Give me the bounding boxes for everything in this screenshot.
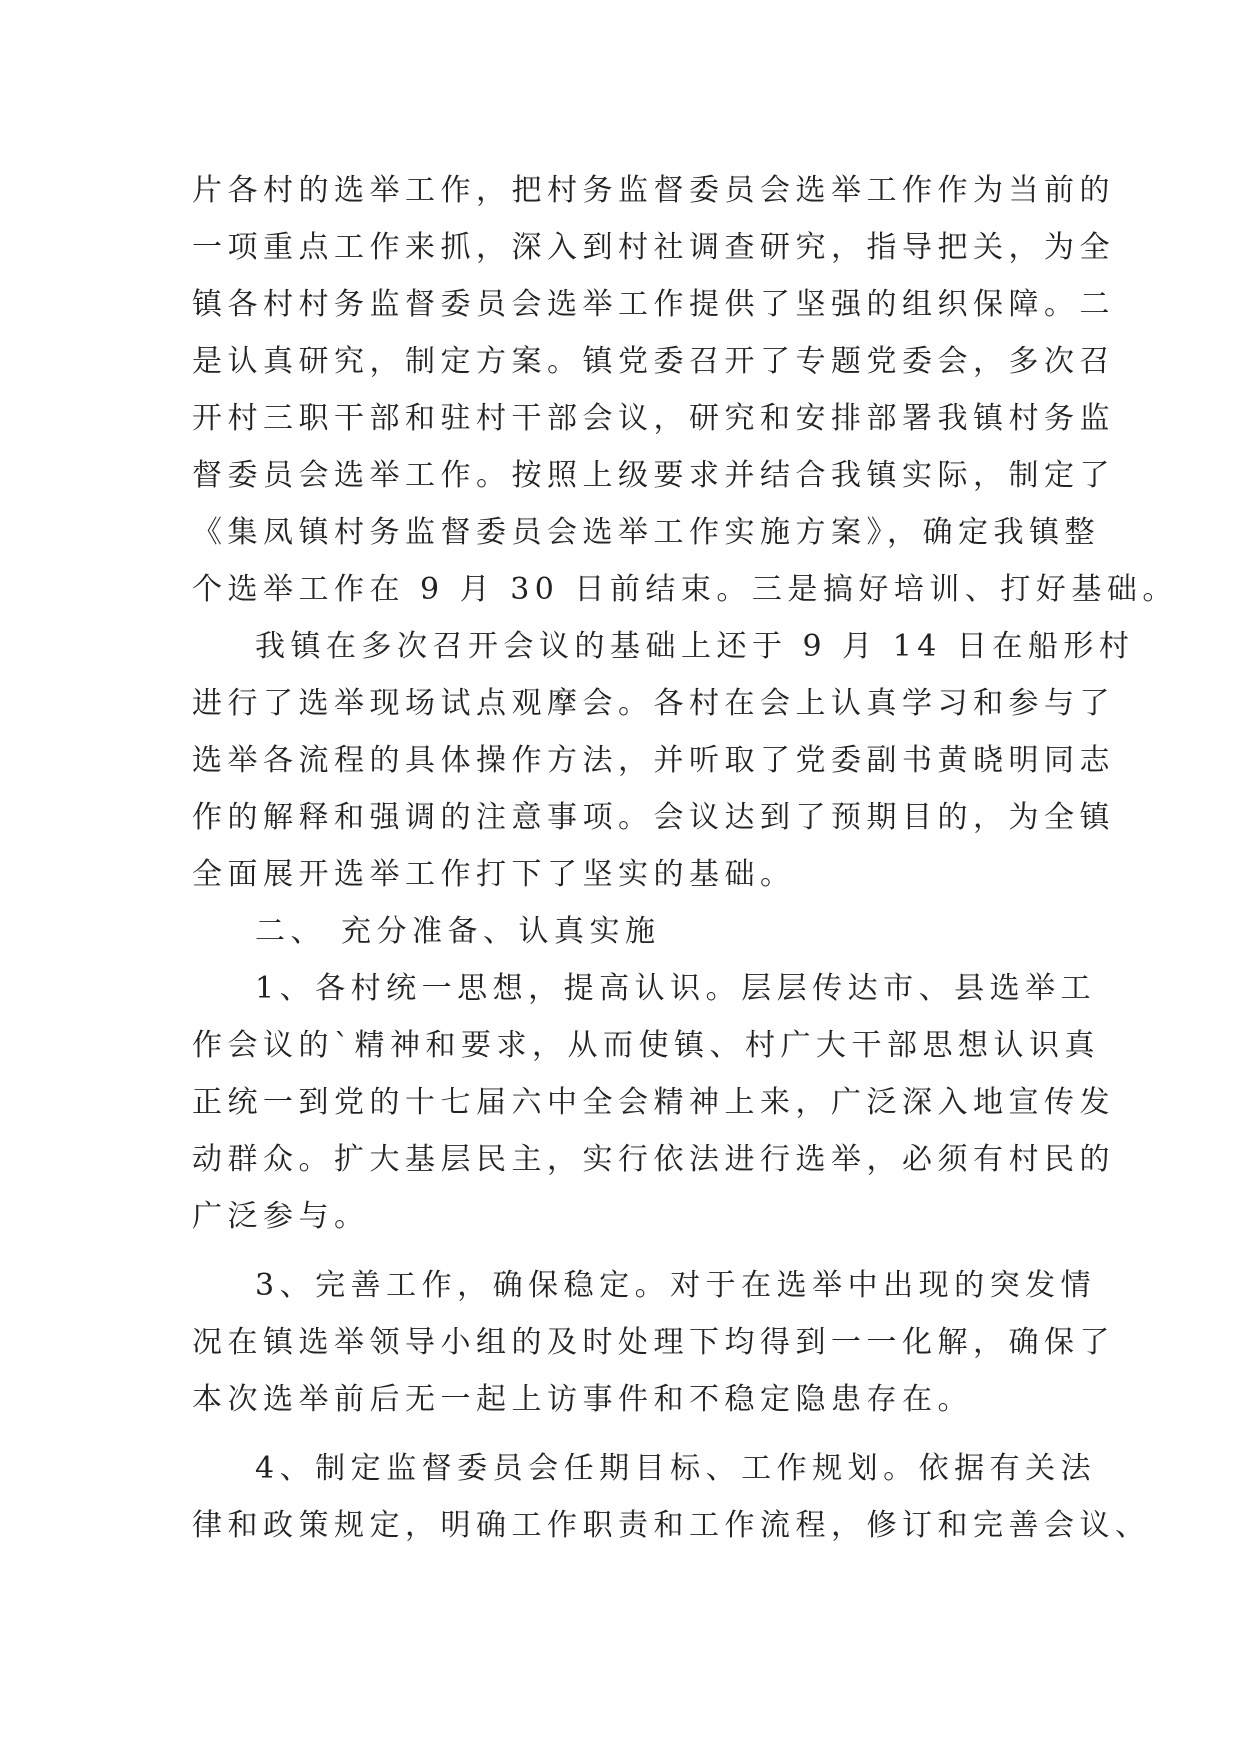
text-line: 《集凤镇村务监督委员会选举工作实施方案》，确定我镇整 — [192, 515, 1100, 550]
text-line: 片各村的选举工作，把村务监督委员会选举工作作为当前的 — [192, 173, 1115, 208]
text-line: 督委员会选举工作。按照上级要求并结合我镇实际，制定了 — [192, 458, 1115, 493]
text-line: 律和政策规定，明确工作职责和工作流程，修订和完善会议、 — [192, 1508, 1151, 1543]
text-line: 况在镇选举领导小组的及时处理下均得到一一化解，确保了 — [192, 1325, 1115, 1360]
text-line: 作会议的`精神和要求，从而使镇、村广大干部思想认识真 — [192, 1028, 1100, 1063]
section-heading: 二、 充分准备、认真实施 — [255, 914, 661, 949]
text-line: 正统一到党的十七届六中全会精神上来，广泛深入地宣传发 — [192, 1085, 1115, 1120]
paragraph-start-line: 1、各村统一思想，提高认识。层层传达市、县选举工 — [255, 971, 1097, 1006]
document-body — [192, 162, 1178, 1554]
text-line: 开村三职干部和驻村干部会议，研究和安排部署我镇村务监 — [192, 401, 1115, 436]
text-line: 一项重点工作来抓，深入到村社调查研究，指导把关，为全 — [192, 230, 1115, 265]
text-line: 动群众。扩大基层民主，实行依法进行选举，必须有村民的 — [192, 1142, 1115, 1177]
text-line: 全面展开选举工作打下了坚实的基础。 — [192, 857, 796, 892]
text-line: 本次选举前后无一起上访事件和不稳定隐患存在。 — [192, 1382, 973, 1417]
text-line: 是认真研究，制定方案。镇党委召开了专题党委会，多次召 — [192, 344, 1115, 379]
paragraph-start-line: 我镇在多次召开会议的基础上还于 9 月 14 日在船形村 — [255, 629, 1135, 664]
paragraph-start-line: 3、完善工作，确保稳定。对于在选举中出现的突发情 — [255, 1268, 1097, 1303]
text-line: 进行了选举现场试点观摩会。各村在会上认真学习和参与了 — [192, 686, 1115, 721]
text-line: 选举各流程的具体操作方法，并听取了党委副书黄晓明同志 — [192, 743, 1115, 778]
text-line: 广泛参与。 — [192, 1199, 370, 1234]
text-line: 镇各村村务监督委员会选举工作提供了坚强的组织保障。二 — [192, 287, 1115, 322]
text-line: 作的解释和强调的注意事项。会议达到了预期目的，为全镇 — [192, 800, 1115, 835]
paragraph-start-line: 4、制定监督委员会任期目标、工作规划。依据有关法 — [255, 1451, 1097, 1486]
text-line: 个选举工作在 9 月 30 日前结束。三是搞好培训、打好基础。 — [192, 572, 1178, 607]
